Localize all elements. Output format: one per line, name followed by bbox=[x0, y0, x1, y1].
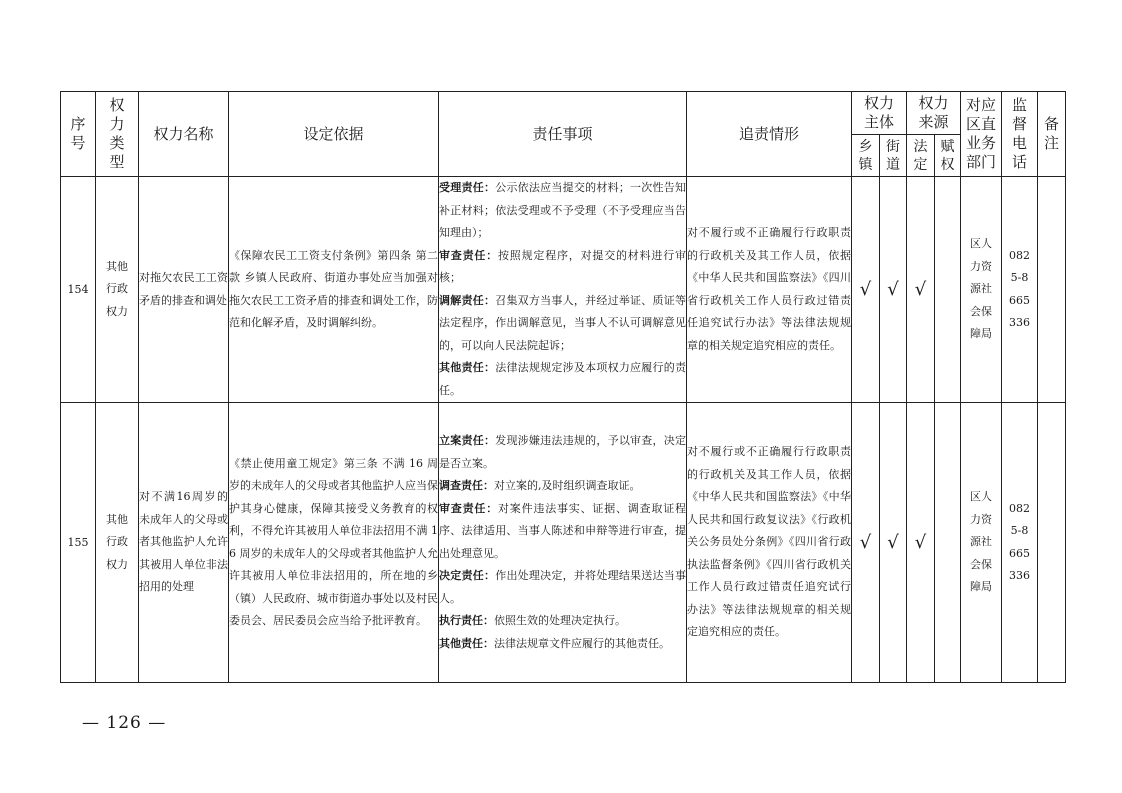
row-duties bbox=[439, 177, 687, 403]
header-name: 权力名称 bbox=[139, 92, 229, 177]
duty-item: 执行责任：依照生效的处理决定执行。 bbox=[439, 614, 626, 627]
table-row bbox=[61, 177, 1066, 403]
duty-item: 其他责任：法律法规章文件应履行的其他责任。 bbox=[439, 636, 670, 650]
header-basis: 设定依据 bbox=[229, 92, 439, 177]
row-phone: 0825-8665336 bbox=[1002, 177, 1038, 403]
row-basis: 《禁止使用童工规定》第三条 不满 16 周岁的未成年人的父母或者其他监护人应当保护其身心健康，保障其接受义务教育的权利，不得允许其被用人单位非法招用不满 16 周岁的未成年人的父母或者其他监护人允许其被用人单位非法招用的，所在地的乡（镇）人民政府、城市街道办事处以及村民委员会、居民委员会应当给予批评教育。 bbox=[229, 403, 439, 683]
row-basis: 《保障农民工工资支付条例》第四条 第二款 乡镇人民政府、街道办事处应当加强对拖欠农民工工资矛盾的排查和调处工作，防范和化解矛盾，及时调解纠纷。 bbox=[229, 177, 439, 403]
header-source-legal: 法定 bbox=[907, 135, 935, 177]
row-dept: 区人力资源社会保障局 bbox=[961, 403, 1002, 683]
duty-item: 调查责任：对立案的,及时组织调查取证。 bbox=[439, 479, 641, 492]
duty-item: 审查责任：对案件违法事实、证据、调查取证程序、法律适用、当事人陈述和申辩等进行审查，提出处理意见。 bbox=[439, 501, 686, 560]
row-seq: 155 bbox=[61, 403, 96, 683]
check-legal: √ bbox=[907, 177, 935, 403]
header-seq: 序号 bbox=[61, 92, 96, 177]
header-duty: 责任事项 bbox=[439, 92, 687, 177]
row-seq: 154 bbox=[61, 177, 96, 403]
header-dept: 对应区直业务部门 bbox=[961, 92, 1002, 177]
power-list-table bbox=[60, 91, 1066, 683]
header-source-group: 权力来源 bbox=[907, 92, 961, 135]
check-street: √ bbox=[880, 177, 907, 403]
check-town: √ bbox=[852, 403, 880, 683]
row-dept: 区人力资源社会保障局 bbox=[961, 177, 1002, 403]
header-remark: 备注 bbox=[1038, 92, 1066, 177]
duty-item: 审查责任：按照规定程序，对提交的材料进行审核； bbox=[439, 248, 686, 284]
row-accountability: 对不履行或不正确履行行政职责的行政机关及其工作人员，依据《中华人民共和国监察法》《中华人民共和国行政复议法》《行政机关公务员处分条例》《四川省行政执法监督条例》《四川省行政机关工作人员行政过错责任追究试行办法》等法律法规规章的相关规定追究相应的责任。 bbox=[687, 403, 852, 683]
check-street: √ bbox=[880, 403, 907, 683]
header-source-granted: 赋权 bbox=[935, 135, 961, 177]
row-phone: 0825-8665336 bbox=[1002, 403, 1038, 683]
header-type: 权力类型 bbox=[96, 92, 139, 177]
check-granted bbox=[935, 403, 961, 683]
check-granted bbox=[935, 177, 961, 403]
header-subject-street: 街道 bbox=[880, 135, 907, 177]
row-duties bbox=[439, 403, 687, 683]
check-legal: √ bbox=[907, 403, 935, 683]
row-name: 对不满16周岁的未成年人的父母或者其他监护人允许其被用人单位非法招用的处理 bbox=[139, 403, 229, 683]
table-row bbox=[61, 403, 1066, 683]
header-subject-town: 乡镇 bbox=[852, 135, 880, 177]
row-remark bbox=[1038, 177, 1066, 403]
duty-item: 立案责任：发现涉嫌违法违规的，予以审查，决定是否立案。 bbox=[439, 434, 687, 470]
duty-item: 决定责任：作出处理决定，并将处理结果送达当事人。 bbox=[439, 569, 687, 605]
row-type: 其他行政权力 bbox=[96, 177, 139, 403]
duty-item: 受理责任：公示依法应当提交的材料；一次性告知补正材料；依法受理或不予受理（不予受理应当告知理由）； bbox=[439, 181, 687, 239]
row-type: 其他行政权力 bbox=[96, 403, 139, 683]
row-accountability: 对不履行或不正确履行行政职责的行政机关及其工作人员，依据《中华人民共和国监察法》《四川省行政机关工作人员行政过错责任追究试行办法》等法律法规规章的相关规定追究相应的责任。 bbox=[687, 177, 852, 403]
header-phone: 监督电话 bbox=[1002, 92, 1038, 177]
page-number: — 126 — bbox=[82, 713, 167, 733]
duty-item: 其他责任：法律法规规定涉及本项权力应履行的责任。 bbox=[439, 361, 687, 397]
header-row-top bbox=[61, 92, 1066, 135]
row-remark bbox=[1038, 403, 1066, 683]
header-accountability: 追责情形 bbox=[687, 92, 852, 177]
duty-item: 调解责任：召集双方当事人，并经过举证、质证等法定程序，作出调解意见，当事人不认可调解意见的，可以向人民法院起诉； bbox=[439, 293, 687, 352]
row-name: 对拖欠农民工工资矛盾的排查和调处 bbox=[139, 177, 229, 403]
header-subject-group: 权力主体 bbox=[852, 92, 907, 135]
check-town: √ bbox=[852, 177, 880, 403]
